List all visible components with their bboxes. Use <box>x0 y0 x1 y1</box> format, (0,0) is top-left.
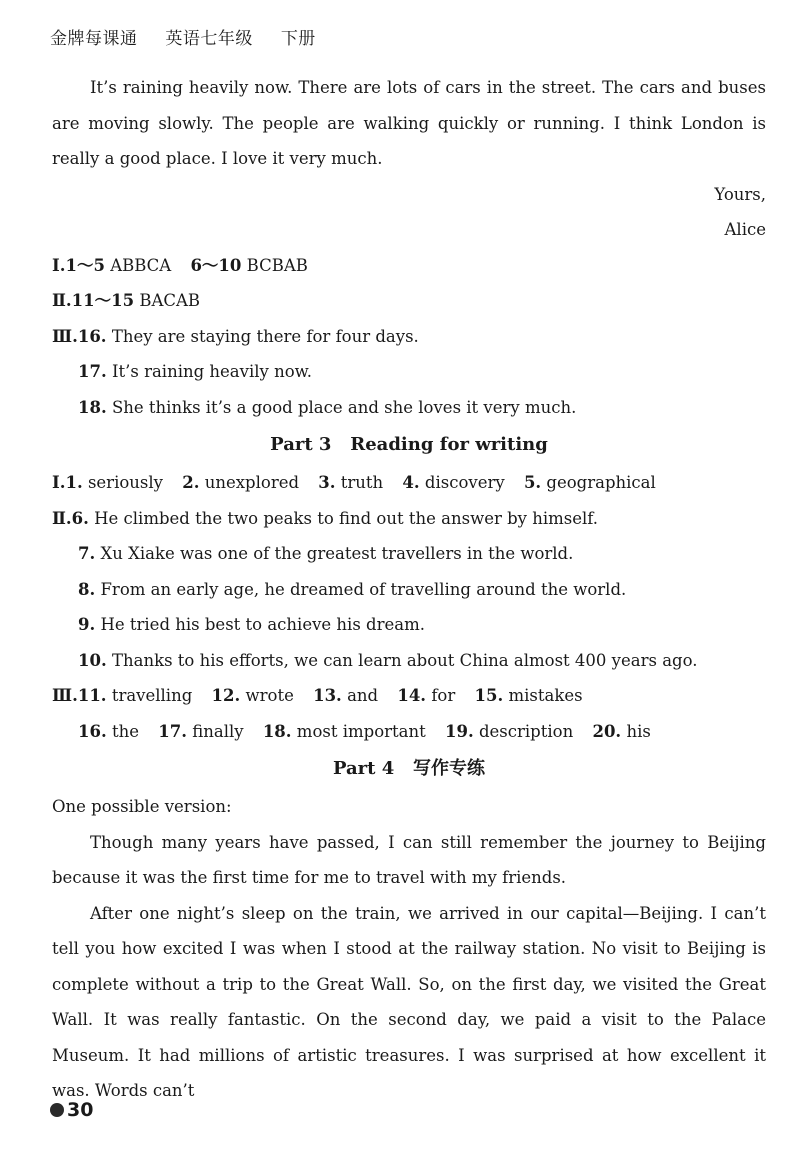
essay-paragraph-2: After one night’s sleep on the train, we arrived in our capital—Beijing. I can’t tell you how excited I was when I stood at the railway station. No visit to Beijing is complete without a trip to the Great Wall. So, on the first day, we visited the Great Wall. It was really fantastic. On the second day, we paid a visit to the Palace Museum. It had millions of artistic treasures. I was surprised at how excellent it was. Words can’t <box>52 903 766 1100</box>
section-number: Ⅰ. <box>52 473 66 492</box>
answer-range: 6～10 <box>190 255 242 275</box>
item-number: 18. <box>78 397 107 417</box>
item-number: 17. <box>78 362 107 381</box>
part4-intro: One possible version: <box>52 797 232 816</box>
item-text: wrote <box>245 686 294 705</box>
letter-signature: Alice <box>724 220 766 239</box>
section-number: Ⅰ. <box>52 255 66 275</box>
page-content <box>52 70 766 1109</box>
item-number: 7. <box>78 544 96 563</box>
section-number: Ⅱ. <box>52 508 72 528</box>
item-number: 8. <box>78 579 96 599</box>
item-text: mistakes <box>508 686 583 705</box>
item-text: travelling <box>111 686 193 705</box>
item-text: Thanks to his efforts, we can learn about China almost 400 years ago. <box>111 650 698 670</box>
item-text: They are staying there for four days. <box>111 326 419 346</box>
item-number: 1. <box>65 473 83 492</box>
item-number: 20. <box>592 721 622 741</box>
item-number: 3. <box>318 473 336 492</box>
letter-paragraph: It’s raining heavily now. There are lots of cars in the street. The cars and buses are moving slowly. The people are walking quickly or running. I think London is really a good place. I love it very much. <box>52 78 766 168</box>
answer-item <box>52 607 766 643</box>
essay-paragraph-1: Though many years have passed, I can still remember the journey to Beijing because it was the first time for me to travel with my friends. <box>52 832 766 887</box>
part3-section-1 <box>52 465 766 501</box>
item-text: and <box>347 686 379 705</box>
answer-range: 1～5 <box>65 255 105 275</box>
part4-heading: Part 4 写作专练 <box>332 758 486 779</box>
item-number: 19. <box>445 721 474 741</box>
answer-range: 11～15 <box>71 291 135 310</box>
item-number: 5. <box>523 473 542 492</box>
item-text: truth <box>340 473 384 492</box>
part3-section-3-row2 <box>52 714 766 750</box>
book-volume: 下册 <box>280 29 316 49</box>
item-text: description <box>478 721 574 741</box>
answer-text: BACAB <box>139 291 201 310</box>
item-number: 15. <box>474 686 504 705</box>
item-text: for <box>431 686 456 705</box>
answer-item <box>52 572 766 608</box>
page-number <box>50 1099 93 1121</box>
item-number: 16. <box>78 721 107 741</box>
answer-text: BCBAB <box>246 255 308 275</box>
item-text: From an early age, he dreamed of travelling around the world. <box>100 579 627 599</box>
item-number: 11. <box>77 686 107 705</box>
answer-text: ABBCA <box>110 255 172 275</box>
answer-item <box>52 390 766 426</box>
answer-section-2 <box>52 283 766 319</box>
item-number: 13. <box>313 686 342 705</box>
item-text: He climbed the two peaks to find out the answer by himself. <box>94 508 599 528</box>
section-number: Ⅱ. <box>52 291 72 310</box>
item-text: Xu Xiake was one of the greatest travellers in the world. <box>100 544 574 563</box>
item-text: seriously <box>87 473 163 492</box>
item-number: 18. <box>262 721 292 741</box>
item-number: 2. <box>182 473 200 492</box>
item-number: 14. <box>397 686 427 705</box>
item-text: his <box>626 721 651 741</box>
answer-item <box>52 319 766 355</box>
item-text: It’s raining heavily now. <box>111 362 313 381</box>
part3-heading: Part 3 Reading for writing <box>270 434 548 455</box>
item-text: He tried his best to achieve his dream. <box>100 615 425 634</box>
answer-section-1 <box>52 248 766 284</box>
item-text: geographical <box>546 473 656 492</box>
answer-item <box>52 643 766 679</box>
book-subject: 英语七年级 <box>165 29 253 49</box>
section-number: Ⅲ. <box>52 686 78 705</box>
part3-section-3-row1 <box>52 678 766 714</box>
item-number: 17. <box>158 721 187 741</box>
item-number: 9. <box>78 615 96 634</box>
answer-item <box>52 501 766 537</box>
book-title: 金牌每课通 <box>50 29 138 49</box>
page-number-text: 30 <box>67 1099 94 1121</box>
item-number: 16. <box>77 326 107 346</box>
item-text: She thinks it’s a good place and she loves it very much. <box>111 397 577 417</box>
answer-item <box>52 354 766 390</box>
item-text: the <box>111 721 139 741</box>
section-number: Ⅲ. <box>52 326 78 346</box>
item-number: 6. <box>71 508 89 528</box>
item-text: unexplored <box>204 473 300 492</box>
item-number: 10. <box>78 650 107 670</box>
answer-item <box>52 536 766 572</box>
item-text: finally <box>192 721 244 741</box>
page-number-ornament-icon <box>50 1103 64 1117</box>
letter-closing: Yours, <box>714 184 766 204</box>
item-number: 12. <box>211 686 241 705</box>
item-number: 4. <box>402 473 420 492</box>
item-text: discovery <box>424 473 505 492</box>
item-text: most important <box>296 721 426 741</box>
running-header <box>50 24 338 49</box>
